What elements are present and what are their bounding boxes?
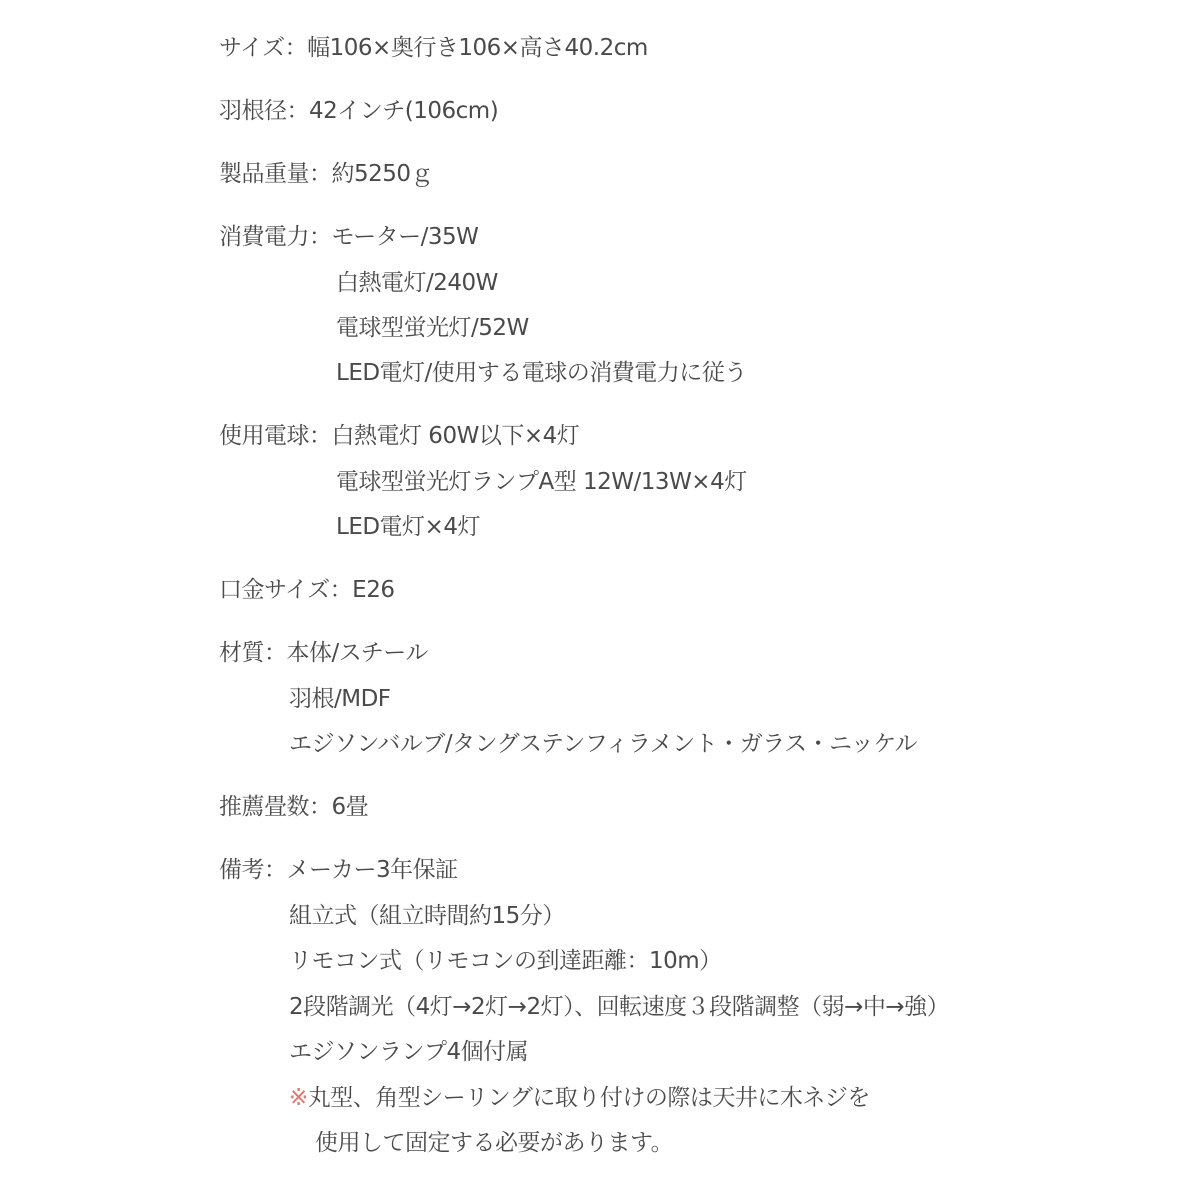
spec-note-line-2: 使用して固定する必要があります。 — [315, 1130, 674, 1156]
spec-bulb-led: LED電灯×4灯 — [336, 514, 480, 540]
spec-socket: 口金サイズ：E26 — [219, 577, 395, 603]
spec-size: サイズ：幅106×奥行き106×高さ40.2cm — [219, 35, 648, 61]
spec-tatami: 推薦畳数：6畳 — [219, 794, 369, 820]
spec-power-fluorescent: 電球型蛍光灯/52W — [336, 315, 529, 341]
spec-remarks-warranty: 備考：メーカー3年保証 — [219, 857, 458, 883]
spec-power-motor: 消費電力：モーター/35W — [219, 224, 479, 250]
spec-material-blade: 羽根/MDF — [289, 686, 391, 712]
spec-remarks-assembly: 組立式（組立時間約15分） — [289, 903, 565, 929]
note-mark: ※ — [289, 1085, 308, 1111]
spec-material-body: 材質：本体/スチール — [219, 640, 428, 666]
spec-remarks-edison-lamps: エジソンランプ4個付属 — [289, 1039, 529, 1065]
spec-remarks-dimming: 2段階調光（4灯→2灯→2灯）、回転速度３段階調整（弱→中→強） — [289, 994, 950, 1020]
spec-power-incandescent: 白熱電灯/240W — [336, 270, 498, 296]
spec-power-led: LED電灯/使用する電球の消費電力に従う — [336, 360, 747, 386]
spec-note-line-1 — [289, 1083, 870, 1113]
spec-bulb-incandescent: 使用電球：白熱電灯 60W以下×4灯 — [219, 423, 580, 449]
note-text-1: 丸型、角型シーリングに取り付けの際は天井に木ネジを — [307, 1085, 870, 1111]
spec-remarks-remote: リモコン式（リモコンの到達距離：10m） — [289, 948, 722, 974]
spec-weight: 製品重量：約5250ｇ — [219, 161, 434, 187]
spec-blade-diameter: 羽根径：42インチ(106cm) — [219, 98, 499, 124]
spec-material-bulb: エジソンバルブ/タングステンフィラメント・ガラス・ニッケル — [289, 731, 918, 757]
spec-bulb-fluorescent: 電球型蛍光灯ランプA型 12W/13W×4灯 — [336, 469, 747, 495]
